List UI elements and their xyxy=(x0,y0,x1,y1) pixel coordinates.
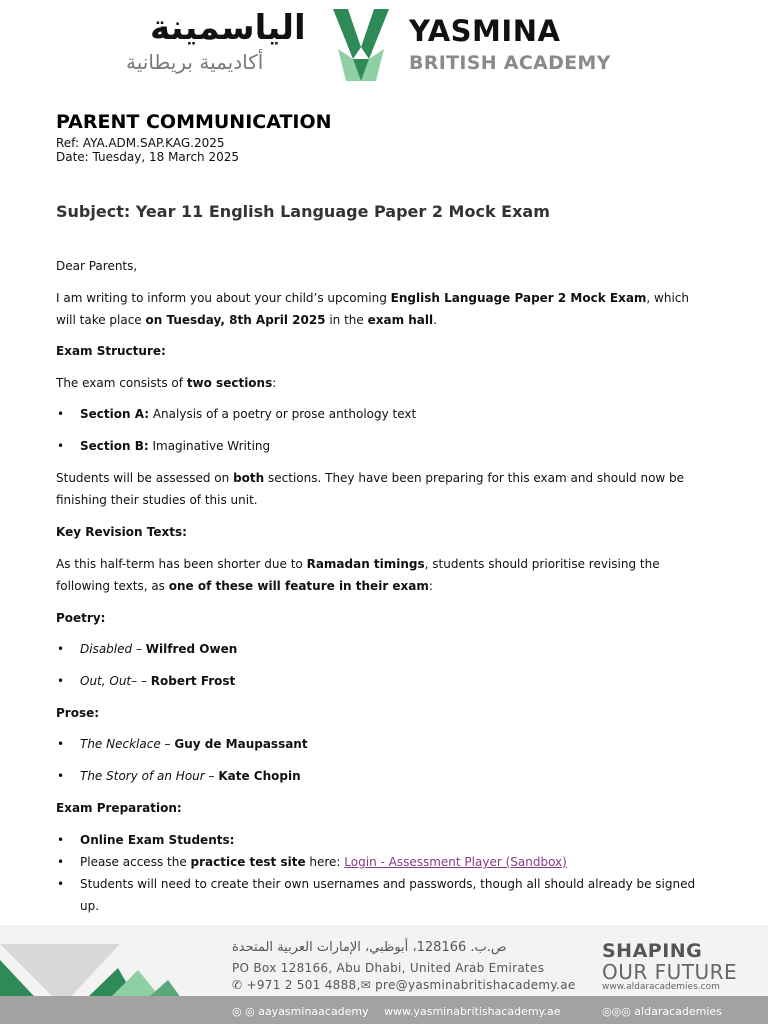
footer-contact: ✆ +971 2 501 4888,✉ pre@yasminabritishacademy.ae xyxy=(232,978,576,992)
bullet-marker: • xyxy=(57,642,65,656)
footer-email[interactable]: pre@yasminabritishacademy.ae xyxy=(375,978,576,992)
bullet-marker: • xyxy=(57,855,65,869)
social-icons: ◎ ◎ xyxy=(232,1005,259,1018)
poetry-heading: Poetry: xyxy=(56,611,106,625)
assessment-line-2: finishing their studies of this unit. xyxy=(56,493,258,507)
revision-heading: Key Revision Texts: xyxy=(56,525,187,539)
bullet-marker: • xyxy=(57,769,65,783)
bullet-marker: • xyxy=(57,439,65,453)
intro-line-2: will take place on Tuesday, 8th April 2025 in the exam hall. xyxy=(56,313,437,327)
list-item-prose-2: The Story of an Hour – Kate Chopin xyxy=(80,769,301,783)
yasmina-logo-icon xyxy=(331,9,391,81)
bullet-marker: • xyxy=(57,737,65,751)
logo-name: YASMINA xyxy=(409,14,561,48)
footer-address: PO Box 128166, Abu Dhabi, United Arab Emirates xyxy=(232,961,545,975)
greeting: Dear Parents, xyxy=(56,259,138,273)
bullet-marker: • xyxy=(57,674,65,688)
aldar-social-icons: ◎◎◎ xyxy=(602,1005,635,1018)
list-item-poem-2: Out, Out– – Robert Frost xyxy=(80,674,236,688)
logo-arabic-subtitle: أكاديمية بريطانية xyxy=(126,50,264,74)
footer-social: ◎ ◎ aayasminaacademy xyxy=(232,1005,369,1018)
revision-line-1: As this half-term has been shorter due to Ramadan timings, students should prioritise revising the xyxy=(56,557,660,571)
reference-line: Ref: AYA.ADM.SAP.KAG.2025 xyxy=(56,136,225,150)
date-line: Date: Tuesday, 18 March 2025 xyxy=(56,150,240,164)
list-item-online-students: Online Exam Students: xyxy=(80,833,235,847)
exam-preparation-heading: Exam Preparation: xyxy=(56,801,182,815)
list-item-accounts-line-2: up. xyxy=(80,899,100,913)
list-item-prose-1: The Necklace – Guy de Maupassant xyxy=(80,737,308,751)
prose-heading: Prose: xyxy=(56,706,100,720)
bullet-marker: • xyxy=(57,833,65,847)
list-item-poem-1: Disabled – Wilfred Owen xyxy=(80,642,238,656)
assessment-player-link[interactable]: Login - Assessment Player (Sandbox) xyxy=(344,855,567,869)
list-item-section-b: Section B: Imaginative Writing xyxy=(80,439,271,453)
intro-line-1: I am writing to inform you about your child’s upcoming English Language Paper 2 Mock Exam, which xyxy=(56,291,690,305)
our-future-tagline: OUR FUTURE xyxy=(602,960,738,984)
mail-icon: ✉ xyxy=(360,978,371,992)
bullet-marker: • xyxy=(57,407,65,421)
bullet-marker: • xyxy=(57,877,65,891)
shaping-tagline: SHAPING xyxy=(602,940,703,962)
subject-line: Subject: Year 11 English Language Paper 2 Mock Exam xyxy=(56,202,550,221)
logo-arabic-name: الياسمينة xyxy=(150,8,306,48)
assessment-line-1: Students will be assessed on both sections. They have been preparing for this exam and should now be xyxy=(56,471,685,485)
phone-icon: ✆ xyxy=(232,978,243,992)
document-title: PARENT COMMUNICATION xyxy=(56,111,332,133)
exam-structure-heading: Exam Structure: xyxy=(56,344,166,358)
logo-subtitle: BRITISH ACADEMY xyxy=(409,52,611,74)
footer-website[interactable]: www.yasminabritishacademy.ae xyxy=(384,1005,561,1018)
structure-intro: The exam consists of two sections: xyxy=(56,376,277,390)
footer-arabic-address: ص.ب. 128166، أبوظبي، الإمارات العربية المتحدة xyxy=(232,940,507,955)
aldar-social: ◎◎◎ aldaracademies xyxy=(602,1005,722,1018)
list-item-accounts-line-1: Students will need to create their own usernames and passwords, though all should already be signed xyxy=(80,877,696,891)
aldar-website[interactable]: www.aldaracademies.com xyxy=(602,982,720,992)
list-item-practice-site: Please access the practice test site here: Login - Assessment Player (Sandbox) xyxy=(80,855,567,869)
revision-line-2: following texts, as one of these will feature in their exam: xyxy=(56,579,433,593)
list-item-section-a: Section A: Analysis of a poetry or prose anthology text xyxy=(80,407,417,421)
